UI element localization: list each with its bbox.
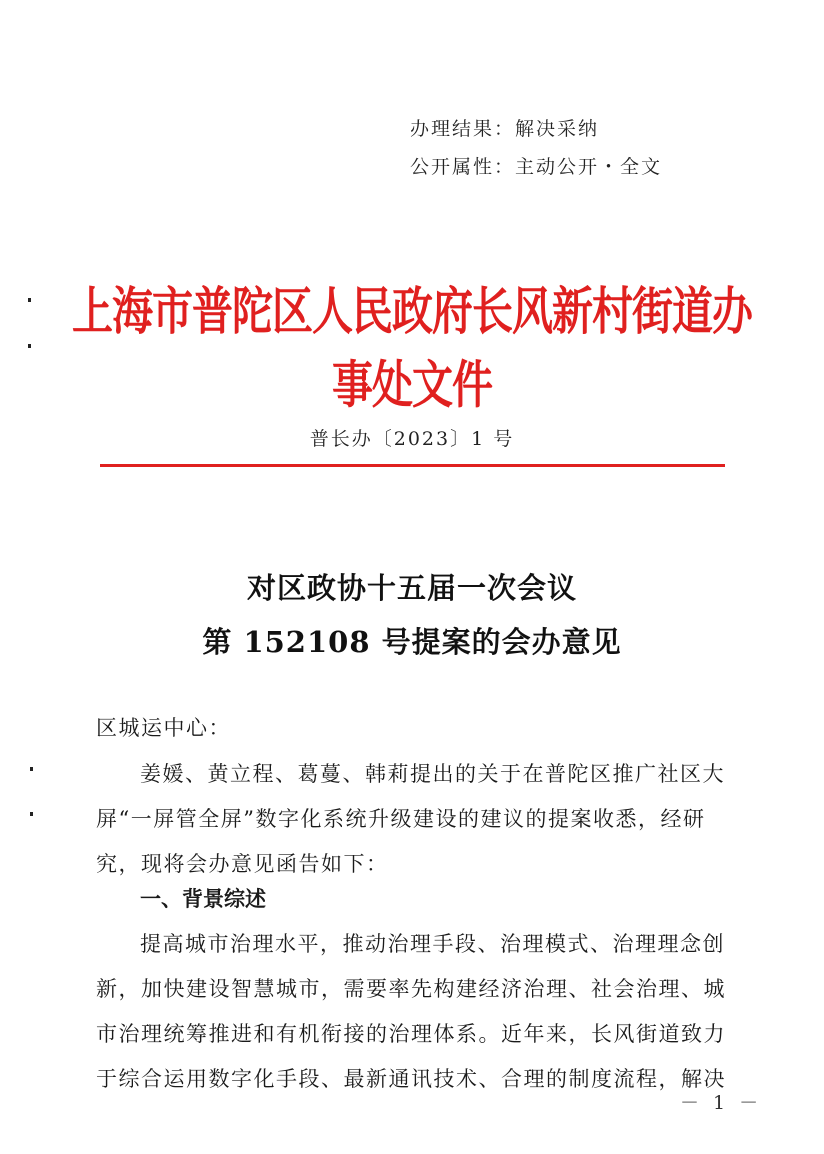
document-number: 普长办〔2023〕1 号 — [309, 428, 515, 450]
binding-hole-mark — [28, 298, 31, 302]
paragraph2-line4: 于综合运用数字化手段、最新通讯技术、合理的制度流程，解决 — [96, 1067, 726, 1091]
section-heading: 一、背景综述 — [140, 887, 266, 911]
binding-hole-mark — [30, 812, 33, 816]
disclosure-attribute: 公开属性：主动公开・全文 — [410, 156, 663, 178]
document-title-line2: 第 152108 号提案的会办意见 — [202, 625, 622, 659]
paragraph2-line2: 新，加快建设智慧城市，需要率先构建经济治理、社会治理、城 — [96, 977, 726, 1001]
document-title-line1: 对区政协十五届一次会议 — [246, 571, 577, 605]
document-masthead: 上海市普陀区人民政府长风新村街道办事处文件 — [72, 281, 752, 415]
paragraph2-line3: 市治理统筹推进和有机衔接的治理体系。近年来，长风街道致力 — [96, 1022, 726, 1046]
paragraph1-line3: 究，现将会办意见函告如下： — [96, 852, 389, 876]
salutation: 区城运中心： — [96, 716, 231, 740]
handling-result: 办理结果：解决采纳 — [410, 118, 600, 140]
page-number: － 1 － — [680, 1092, 763, 1114]
paragraph2-line1: 提高城市治理水平，推动治理手段、治理模式、治理理念创 — [140, 932, 725, 956]
paragraph1-line2: 屏“一屏管全屏”数字化系统升级建设的建议的提案收悉，经研 — [96, 807, 706, 831]
binding-hole-mark — [28, 344, 31, 348]
paragraph1-line1: 姜媛、黄立程、葛蔓、韩莉提出的关于在普陀区推广社区大 — [140, 762, 725, 786]
red-separator-line — [100, 464, 725, 467]
binding-hole-mark — [30, 767, 33, 771]
